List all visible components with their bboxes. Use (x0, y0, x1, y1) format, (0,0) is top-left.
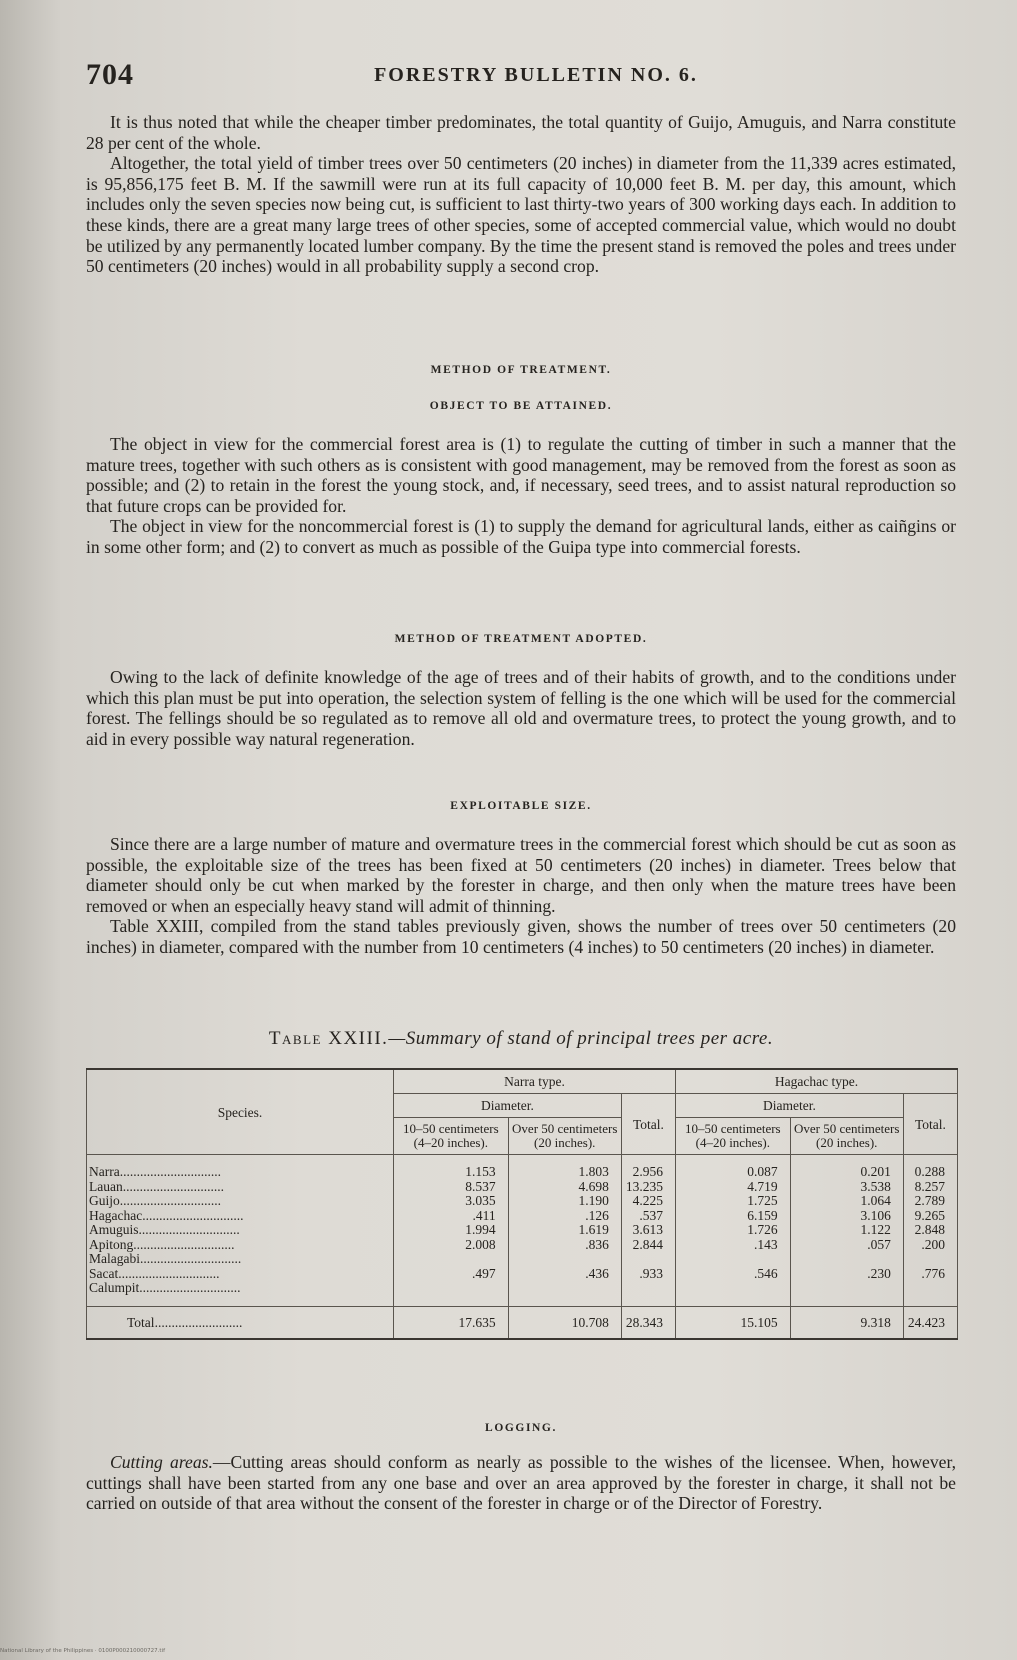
exploitable-section (86, 834, 956, 958)
narra-small-cell: 8.537 (394, 1180, 509, 1195)
hagachac-large-cell: 3.538 (790, 1180, 903, 1195)
logging-heading: LOGGING. (485, 1422, 557, 1434)
species-cell: Amuguis.............................. (87, 1223, 394, 1238)
narra-total-cell: 4.225 (621, 1194, 675, 1209)
hagachac-type-header: Hagachac type. (675, 1069, 957, 1094)
hagachac-small-cell: 6.159 (675, 1209, 790, 1224)
species-cell: Malagabi.............................. (87, 1252, 394, 1267)
table-row (87, 1194, 958, 1209)
total-label: Total.......................... (87, 1306, 394, 1339)
narra-large-cell: .836 (508, 1238, 621, 1253)
narra-large-cell: .436 (508, 1267, 621, 1282)
total-hagachac-large: 9.318 (790, 1306, 903, 1339)
hagachac-small-cell: 1.726 (675, 1223, 790, 1238)
page-number: 704 (86, 58, 134, 91)
stand-summary-table (86, 1068, 958, 1340)
narra-large-cell: 1.190 (508, 1194, 621, 1209)
object-subheading: OBJECT TO BE ATTAINED. (429, 400, 613, 412)
page-header (86, 58, 956, 98)
adopted-heading: METHOD OF TREATMENT ADOPTED. (394, 633, 648, 645)
species-column-header: Species. (87, 1069, 394, 1155)
method-heading: METHOD OF TREATMENT. (430, 364, 612, 376)
running-title: FORESTRY BULLETIN NO. 6. (374, 64, 698, 86)
narra-total-cell: 3.613 (621, 1223, 675, 1238)
narra-large-cell (508, 1252, 621, 1267)
narra-total-cell: .933 (621, 1267, 675, 1282)
method-section (86, 434, 956, 558)
exploitable-paragraph-1: Since there are a large number of mature and overmature trees in the commercial forest which should be cut as soon as possible, the exploitable size of the trees has been fixed at 50 centimeters (20 inches) in diameter. Trees below that diameter should only be cut when marked by the forester in charge, and then only when the mature trees have been removed or when an especially heavy stand will admit of thinning. (86, 834, 956, 916)
narra-small-cell: 2.008 (394, 1238, 509, 1253)
narra-small-cell: .497 (394, 1267, 509, 1282)
narra-large-cell: 1.803 (508, 1155, 621, 1180)
method-paragraph-2: The object in view for the noncommercial forest is (1) to supply the demand for agricultural lands, either as caiñgins or in some other form; and (2) to convert as much as possible of the Guipa type into commercial forests. (86, 516, 956, 557)
hagachac-total-cell: 2.848 (903, 1223, 957, 1238)
narra-diameter-header: Diameter. (394, 1094, 622, 1118)
table-caption-lead: Table XXIII. (268, 1028, 389, 1049)
narra-total-cell: 2.844 (621, 1238, 675, 1253)
narra-small-cell (394, 1281, 509, 1306)
species-cell: Apitong.............................. (87, 1238, 394, 1253)
narra-total-cell: 13.235 (621, 1180, 675, 1195)
narra-small-cell: 1.153 (394, 1155, 509, 1180)
cutting-areas-text: —Cutting areas should conform as nearly as possible to the wishes of the licensee. When, however, cuttings shall have been started from any one base and over an area approved by the forester in charge, it shall not be carried on outside of that area without the consent of the forester in charge or of the Director of Forestry. (86, 1452, 957, 1514)
hagachac-large-cell (790, 1252, 903, 1267)
table-row (87, 1281, 958, 1306)
species-cell: Guijo.............................. (87, 1194, 394, 1209)
intro-section (86, 112, 956, 277)
hagachac-total-cell: 8.257 (903, 1180, 957, 1195)
table-row (87, 1252, 958, 1267)
narra-total-cell: 2.956 (621, 1155, 675, 1180)
narra-small-cell: .411 (394, 1209, 509, 1224)
hagachac-small-cell: .143 (675, 1238, 790, 1253)
total-narra-small: 17.635 (394, 1306, 509, 1339)
hagachac-total-cell: 9.265 (903, 1209, 957, 1224)
species-cell: Calumpit.............................. (87, 1281, 394, 1306)
hagachac-total-cell: .776 (903, 1267, 957, 1282)
adopted-paragraph-1: Owing to the lack of definite knowledge of the age of trees and of their habits of growth, and to the conditions under which this plan must be put into operation, the selection system of felling is the one which will be used for the commercial forest. The fellings should be so regulated as to remove all old and overmature trees, to protect the young growth, and to aid in every possible way natural regeneration. (86, 667, 956, 749)
table-caption-title: —Summary of stand of principal trees per acre. (388, 1028, 774, 1049)
exploitable-heading: EXPLOITABLE SIZE. (450, 800, 592, 812)
total-narra-total: 28.343 (621, 1306, 675, 1339)
species-cell: Narra.............................. (87, 1155, 394, 1180)
total-row (87, 1306, 958, 1339)
method-paragraph-1: The object in view for the commercial forest area is (1) to regulate the cutting of timber in such a manner that the mature trees, together with such others as is consistent with good management, may be removed from the forest as soon as possible; and (2) to retain in the forest the young stock, and, if necessary, seed trees, and to assist natural reproduction so that future crops can be provided for. (86, 434, 956, 516)
narra-large-cell: 1.619 (508, 1223, 621, 1238)
narra-large-cell (508, 1281, 621, 1306)
hagachac-large-cell: 1.122 (790, 1223, 903, 1238)
narra-total-cell (621, 1252, 675, 1267)
hagachac-small-diameter-header: 10–50 centimeters (4–20 inches). (675, 1118, 790, 1155)
logging-paragraph-1 (86, 1452, 956, 1514)
hagachac-small-cell: 0.087 (675, 1155, 790, 1180)
adopted-section (86, 667, 956, 749)
narra-small-cell: 3.035 (394, 1194, 509, 1209)
logging-section (86, 1452, 956, 1514)
table-caption (86, 1028, 956, 1050)
table-row (87, 1180, 958, 1195)
hagachac-small-cell (675, 1281, 790, 1306)
narra-total-cell: .537 (621, 1209, 675, 1224)
hagachac-large-cell: .057 (790, 1238, 903, 1253)
narra-small-cell: 1.994 (394, 1223, 509, 1238)
table-row (87, 1238, 958, 1253)
scan-source-note: National Library of the Philippines · 0100P000210000727.tif (0, 1648, 166, 1654)
narra-total-header: Total. (621, 1094, 675, 1155)
hagachac-small-cell: 1.725 (675, 1194, 790, 1209)
hagachac-total-cell: 0.288 (903, 1155, 957, 1180)
total-hagachac-small: 15.105 (675, 1306, 790, 1339)
species-cell: Lauan.............................. (87, 1180, 394, 1195)
hagachac-total-cell (903, 1252, 957, 1267)
narra-small-cell (394, 1252, 509, 1267)
hagachac-diameter-header: Diameter. (675, 1094, 903, 1118)
species-cell: Hagachac.............................. (87, 1209, 394, 1224)
hagachac-large-cell: 0.201 (790, 1155, 903, 1180)
hagachac-small-cell (675, 1252, 790, 1267)
hagachac-large-cell: .230 (790, 1267, 903, 1282)
narra-type-header: Narra type. (394, 1069, 676, 1094)
hagachac-small-cell: 4.719 (675, 1180, 790, 1195)
table-row (87, 1209, 958, 1224)
table-body (87, 1155, 958, 1307)
hagachac-total-cell: 2.789 (903, 1194, 957, 1209)
narra-total-cell (621, 1281, 675, 1306)
table-row (87, 1155, 958, 1180)
hagachac-small-cell: .546 (675, 1267, 790, 1282)
hagachac-total-cell (903, 1281, 957, 1306)
intro-paragraph-1: It is thus noted that while the cheaper timber predominates, the total quantity of Guijo, Amuguis, and Narra constitute 28 per cent of the whole. (86, 112, 956, 153)
hagachac-large-cell (790, 1281, 903, 1306)
total-hagachac-total: 24.423 (903, 1306, 957, 1339)
hagachac-large-cell: 3.106 (790, 1209, 903, 1224)
exploitable-paragraph-2: Table XXIII, compiled from the stand tables previously given, shows the number of trees over 50 centimeters (20 inches) in diameter, compared with the number from 10 centimeters (4 inches) to 50 centimeters (20 inches) in diameter. (86, 916, 956, 957)
narra-large-cell: 4.698 (508, 1180, 621, 1195)
hagachac-large-diameter-header: Over 50 centimeters (20 inches). (790, 1118, 903, 1155)
narra-small-diameter-header: 10–50 centimeters (4–20 inches). (394, 1118, 509, 1155)
table-row (87, 1267, 958, 1282)
table-row (87, 1223, 958, 1238)
total-narra-large: 10.708 (508, 1306, 621, 1339)
species-cell: Sacat.............................. (87, 1267, 394, 1282)
intro-paragraph-2: Altogether, the total yield of timber trees over 50 centimeters (20 inches) in diameter from the 11,339 acres estimated, is 95,856,175 feet B. M. If the sawmill were run at its full capacity of 10,000 feet B. M. per day, this amount, which includes only the seven species now being cut, is sufficient to last thirty-two years of 300 working days each. In addition to these kinds, there are a great many large trees of other species, some of accepted commercial value, which would no doubt be utilized by any permanently located lumber company. By the time the present stand is removed the poles and trees under 50 centimeters (20 inches) would in all probability supply a second crop. (86, 153, 956, 277)
hagachac-total-header: Total. (903, 1094, 957, 1155)
hagachac-large-cell: 1.064 (790, 1194, 903, 1209)
hagachac-total-cell: .200 (903, 1238, 957, 1253)
narra-large-diameter-header: Over 50 centimeters (20 inches). (508, 1118, 621, 1155)
narra-large-cell: .126 (508, 1209, 621, 1224)
cutting-areas-lead: Cutting areas. (110, 1452, 213, 1472)
